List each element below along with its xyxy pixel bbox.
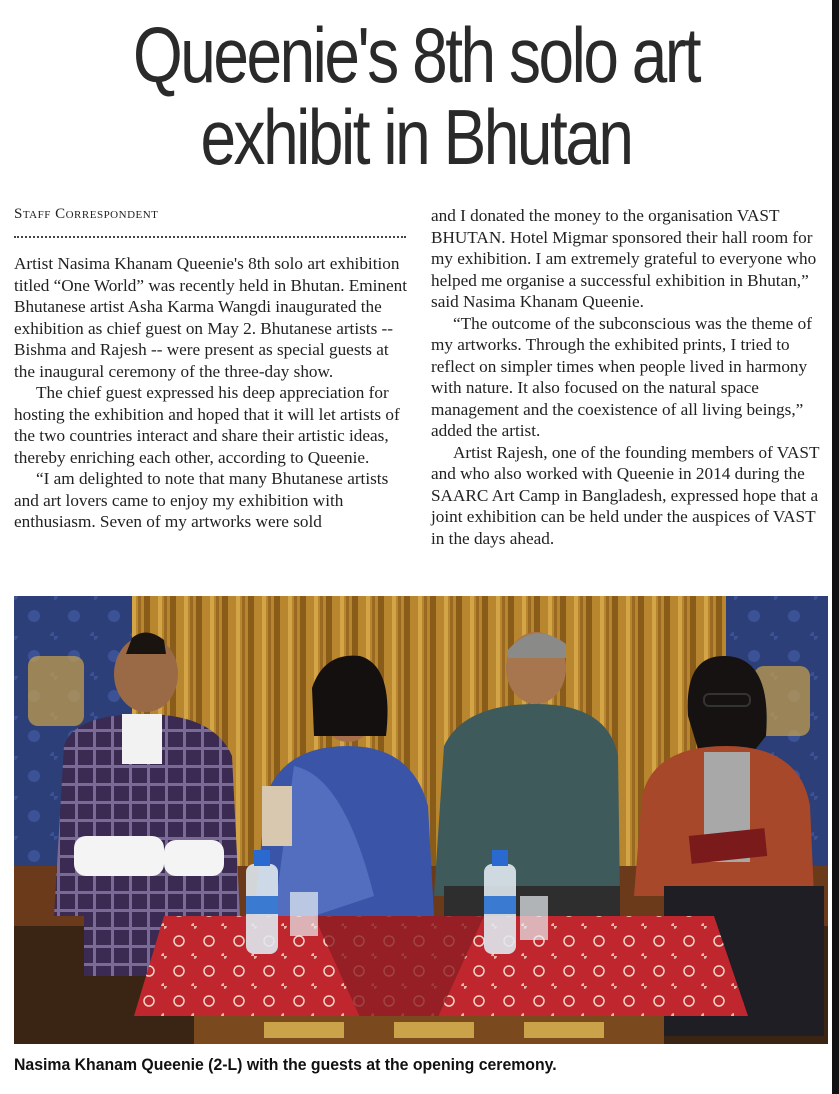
article-photo	[14, 596, 828, 1044]
paragraph: Artist Nasima Khanam Queenie's 8th solo art exhibition titled “One World” was recently held in Bhutan. Eminent Bhutanese artist Asha Karma Wangdi inaugurated the exhibition as chief guest on May 2. Bhutanese artists -- Bishma and Rajesh -- were present as special guests at the inaugural ceremony of the three-day show.	[14, 254, 408, 381]
article-column-left	[14, 253, 412, 533]
byline-dotted-divider	[14, 236, 406, 238]
page-edge-rule	[832, 0, 839, 1094]
article-column-right	[431, 205, 829, 549]
paragraph: and I donated the money to the organisation VAST BHUTAN. Hotel Migmar sponsored their hall room for my exhibition. I am extremely grateful to everyone who helped me organise a successful exhibition in Bhutan,” said Nasima Khanam Queenie.	[431, 206, 817, 311]
byline: Staff Correspondent	[14, 206, 159, 222]
headline-line-1: Queenie's 8th solo art	[132, 11, 700, 99]
headline-line-2: exhibit in Bhutan	[200, 93, 632, 181]
paragraph: “I am delighted to note that many Bhutanese artists and art lovers came to enjoy my exhibition with enthusiasm. Seven of my artworks were sold	[14, 469, 389, 531]
paragraph: The chief guest expressed his deep appreciation for hosting the exhibition and hoped that it will let artists of the two countries interact and share their artistic ideas, thereby enriching each other, according to Queenie.	[14, 383, 400, 467]
photo-illustration	[14, 596, 828, 1044]
paragraph: “The outcome of the subconscious was the theme of my artworks. Through the exhibited prints, I tried to reflect on simpler times when people lived in harmony with nature. It also focused on the natural space management and the coexistence of all living beings,” added the artist.	[431, 313, 812, 440]
photo-caption: Nasima Khanam Queenie (2-L) with the guests at the opening ceremony.	[14, 1055, 557, 1074]
headline	[75, 11, 757, 181]
paragraph: Artist Rajesh, one of the founding members of VAST and who also worked with Queenie in 2014 during the SAARC Art Camp in Bangladesh, expressed hope that a joint exhibition can be held under the auspices of VAST in the days ahead.	[431, 442, 820, 548]
